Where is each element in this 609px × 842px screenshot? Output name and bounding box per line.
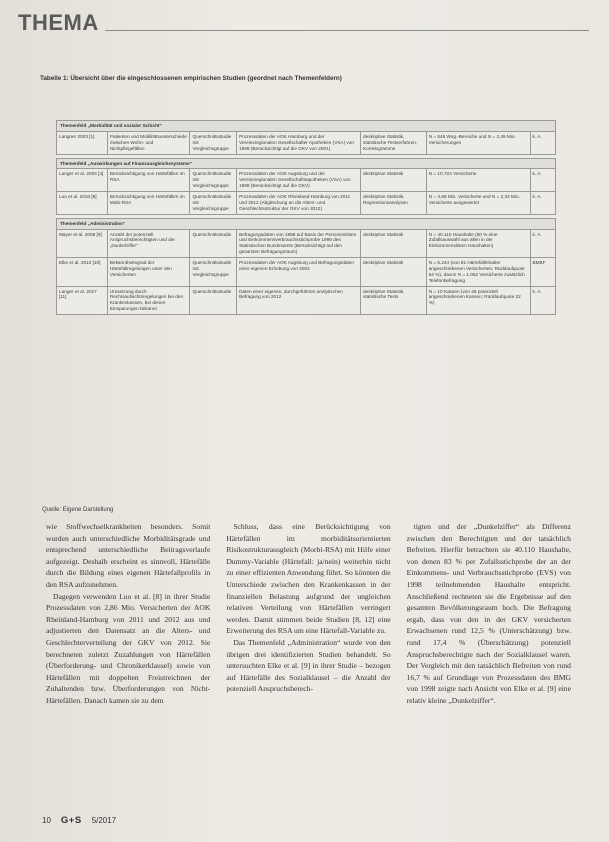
table-cell: Langner 2003 [1] (57, 131, 108, 154)
table-cell: Umsetzung durch Rechtsaufsichtsregelungen bei den Krankenkassen, bei denen Einsparungen bekannt (107, 286, 190, 315)
body-paragraph: tigten und der „Dunkelziffer“ als Differenz zwischen den Berechtigten und der tatsächlich Befreiten. Hierfür betrachten sie 40.110 Haushalte, von denen 83 % per Zufallsstichprobe der an der Einkommens- und Verbrauchsstichprobe (EVS) von 1998 teilnehmenden Haushalte entspricht. Anschließend rechneten sie die Ergebnisse auf den gesamten Bevölkerungsraum hoch. Die Befragung ergab, dass von den in der GKV versicherten Erwachsenen rund 12,5 % (Unterschätzung) bzw. rund 17,4 % (Überschätzung) potenziell Anspruchsberechtigte nach der Sozialklausel waren. Der Vergleich mit den tatsächlich Befreiten von rund 16,7 % auf Grundlage von Prozessdaten des BMG von 1998 zeigte nach Ansicht von Elke et al. [9] eine relativ kleine „Dunkelziffer“. (406, 522, 571, 705)
table-cell: Elke et al. 2010 [10] (57, 258, 108, 287)
body-paragraph: wie Stoffwechselkrankheiten besonders. Somit wurden auch unterschiedliche Morbiditätsgrade und entsprechend unterschiedliche Beitragsverlaufe aufgezeigt. Deshalb erscheint es sinnvoll, Härtefälle durch die Bildung eines eigenen Härtefallprofils in den RSA aufzunehmen. (46, 522, 211, 589)
table-cell: Berücksichtigung von Härtefällen im RSA (107, 169, 190, 192)
table-cell: k. A. (530, 131, 555, 154)
table-cell: deskriptive Statistik, statistische Testverfahren, Korrelogramme (361, 131, 427, 154)
table-cell: deskriptive Statistik (361, 169, 427, 192)
table-source: Quelle: Eigene Darstellung (42, 507, 114, 513)
table-row (57, 169, 556, 192)
body-paragraph: Das Themenfeld „Administration“ wurde von den übrigen drei identifizierten Studien behandelt. So untersuchten Elke et al. [9] in ihrer Studie – bezogen auf Härtefälle des Sozialklausel – die Anzahl der potenziell Anspruchsberech- (226, 637, 391, 694)
table-cell: k. A. (530, 192, 555, 215)
table-cell: Anzahl der potenziell Anspruchsberechtigten und der „Dunkelziffer“ (107, 229, 190, 258)
table-row (57, 258, 556, 287)
table-cell: Querschnittsstudie (190, 286, 237, 315)
header-rule (105, 30, 589, 31)
issue-number: 5/2017 (91, 816, 117, 825)
table-row (57, 192, 556, 215)
section-title-cell: Themenfeld „Auswirkungen auf Finanzausgleichssysteme“ (57, 158, 556, 169)
table-row (57, 131, 556, 154)
table-cell: Langer et al. 2003 [4] (57, 169, 108, 192)
table-cell: N = 10,723 Versicherte (426, 169, 530, 192)
table-cell: N = 40.110 Haushalte (80 % eine Zufallsauswahl aus allen in der Einkommenslisten Haushalten) (426, 229, 530, 258)
table-cell: Berücksichtigung von Härtefällen im Mobi-RSA (107, 192, 190, 215)
table-section-header (57, 121, 556, 132)
section-title-cell: Themenfeld „Administration“ (57, 218, 556, 229)
table-cell: deskriptive Statistik, Regressionsanalysen (361, 192, 427, 215)
table-cell: Luo et al. 2016 [8] (57, 192, 108, 215)
table-cell: Daten einer eigenen, durchgeführten analytischen Befragung von 2012 (237, 286, 361, 315)
table-cell: Querschnittsstudie mit Vergleichsgruppe (190, 192, 237, 215)
table-cell: k. A. (530, 169, 555, 192)
page-footer (42, 815, 116, 826)
table-row (57, 286, 556, 315)
table-cell: Prozessdaten der AOK Augsburg und der Vereinsregionalen Gesellschaftsapotheken (VSA) von 1998 (Berücksichtigt auf die GKV) (237, 169, 361, 192)
table-cell: Prozessdaten der AOK Augsburg und Befragungsdaten einer eigenen Erhebung von 2002 (237, 258, 361, 287)
table-cell: k. A. (530, 229, 555, 258)
table-cell: Querschnittsstudie (190, 229, 237, 258)
table-cell: Querschnittsstudie mit Vergleichsgruppe (190, 258, 237, 287)
table-cell: deskriptive Statistik (361, 229, 427, 258)
section-title: THEMA (18, 10, 99, 35)
table-cell: Querschnittsstudie mit Vergleichsgruppe (190, 131, 237, 154)
body-paragraph: Schluss, dass eine Berücksichtigung von Härtefällen im morbiditätsorientierten Risikostrukturausgleich (Morbi-RSA) mit Hilfe einer Dummy-Variable (Härtefall: ja/nein) weiterhin nicht zu einer effizienten Anwendung führt. So könnten die Unterschiede zwischen den Krankenkassen in der finanziellen Belastung aufgrund der ungleichen relativen Verteilung von Härtefällen verringert werden. Damit stimmen beide Studien [8, 12] eine Erweiterung des RSA um eine Härtefall-Variable zu. (226, 522, 391, 636)
table-cell: N = 3,68 Mio. Versicherte und N = 2,34 Mio. Versicherte ausgewertet (426, 192, 530, 215)
table-section-header (57, 218, 556, 229)
table-cell: Prozessdaten der AOK Hamburg und der Vereinsregionalen Gesellschafter Apotheken (VSA) von 1998 (Berücksichtigt auf die GKV von 2001) (237, 131, 361, 154)
page-header (18, 8, 589, 36)
table-cell: Bekanntheitsgrad der Härtefallregelungen unter den Versicherten (107, 258, 190, 287)
table-caption: Tabelle 1: Übersicht über die eingeschlossenen empirischen Studien (geordnet nach Themenfeldern) (40, 75, 342, 82)
table-cell: N = 6.244 (von 81 Härtefallinhaber angeschriebenen Versicherten; Rücklaufquote 64 %), davon N = 1.062 Versicherte zusätzlich Telefonbefragung (426, 258, 530, 287)
page-number: 10 (42, 816, 51, 825)
table-cell: N = 10 Kassen (von 46 potenziell angeschriebenen Kassen; Rücklaufquote 22 %) (426, 286, 530, 315)
table-section-header (57, 158, 556, 169)
table-cell: deskriptive Statistik, statistische Tests (361, 286, 427, 315)
table-cell: deskriptive Statistik (361, 258, 427, 287)
table-cell: Befragungsdaten von 1998 auf Basis der Personenlisten und Einkommensverbrauchsstichprobe 1998 des Statistischen Bundesamts (Berücksichtigt auf den gesamten Befragungsraum) (237, 229, 361, 258)
table-cell: N = 546 Wsg.-Bereiche und N = 2,49 Mio. Versicherungen (426, 131, 530, 154)
body-paragraph: Dagegen verwenden Luo et al. [8] in ihrer Studie Prozessdaten von 2,86 Mio. Versicherten der AOK Rheinland-Hamburg von 2011 und 2012 aus und adjustierten den Datensatz an die Alters- und Geschlechterverteilung der GKV von 2012. Sie berechneten zuletzt Zuzahlungen von Härtefällen (Überforderung- und Chronikerklausel) sowie von Härtefällen mit doppelten Freistreichnen der Zuhaltenden bzw. Überforderungen von Nicht-Härtefällen. Danach kamen sie zu dem (46, 591, 211, 705)
table-cell: Patienten und Mobilitätsunterschiede zwischen Wohn- und Nichtpflegefällen (107, 131, 190, 154)
table-cell: k. A. (530, 286, 555, 315)
section-title-cell: Themenfeld „Morbidität und sozialer Schicht“ (57, 121, 556, 132)
table-cell: Prozessdaten der AOK Rheinland-Hamburg von 2011 und 2012 (Abgleichung an die Alters- und Geschlechtsstruktur der GKV von 2012) (237, 192, 361, 215)
table-cell: Langer et al. 2017 [11] (57, 286, 108, 315)
table-cell: Mayer et al. 2008 [9] (57, 229, 108, 258)
table-row (57, 229, 556, 258)
studies-table (56, 120, 556, 315)
magazine-name: G+S (60, 815, 82, 826)
table-cell: BMBF (530, 258, 555, 287)
table-cell: Querschnittsstudie mit Vergleichsgruppe (190, 169, 237, 192)
body-text (46, 521, 571, 809)
